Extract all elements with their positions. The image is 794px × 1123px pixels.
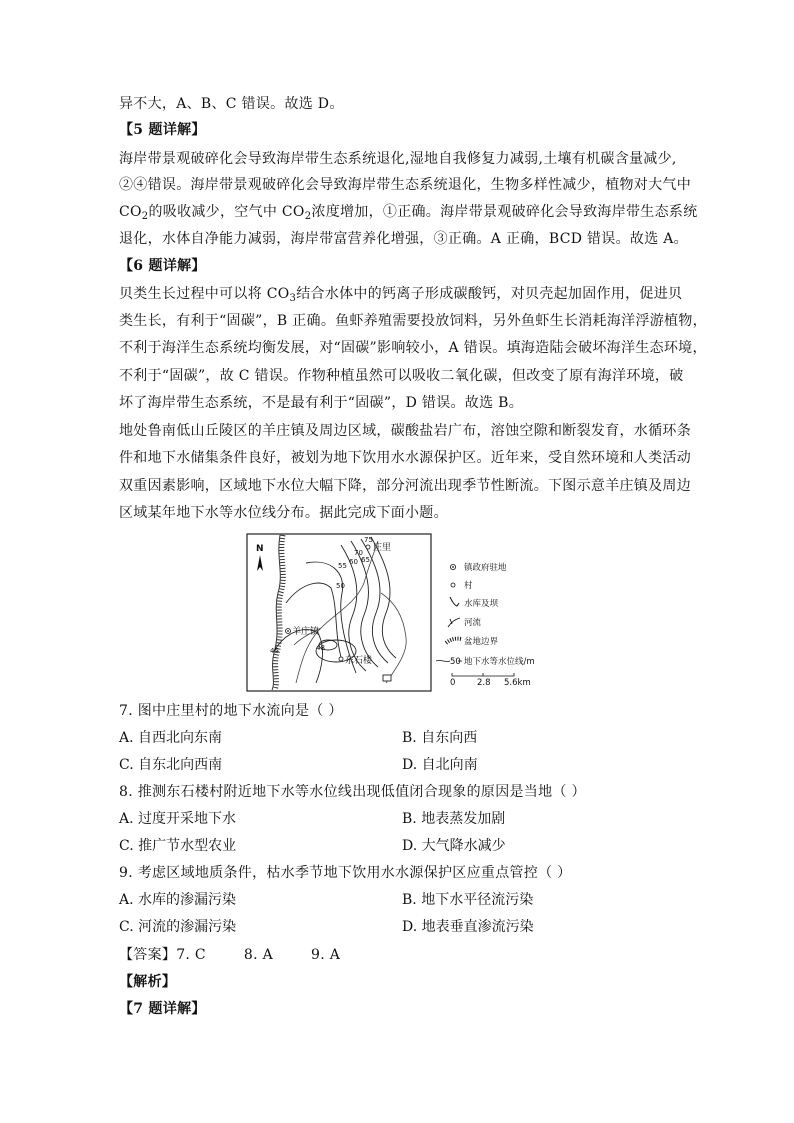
analysis-heading: 【解析】 — [119, 974, 177, 990]
material-line: 区域某年地下水等水位线分布。据此完成下面小题。 — [119, 505, 448, 521]
map-legend — [436, 562, 535, 688]
paragraph-line: 坏了海岸带生态系统，不是最有利于“固碳”，D 错误。故选 B。 — [119, 395, 524, 411]
paragraph-line: ②④错误。海岸带景观破碎化会导致海岸带生态系统退化，生物多样性减少，植物对大气中 — [119, 177, 691, 193]
answer-line: 【答案】7. C 8. A 9. A — [119, 947, 341, 963]
material-line: 双重因素影响，区域地下水位大幅下降，部分河流出现季节性断流。下图示意羊庄镇及周边 — [119, 478, 691, 494]
section-heading-q5: 【5 题详解】 — [119, 122, 206, 138]
q9-option-b: B. 地下水平径流污染 — [402, 892, 534, 908]
paragraph-line: 海岸带景观破碎化会导致海岸带生态系统退化,湿地自我修复力减弱,土壤有机碳含量减少, — [119, 151, 677, 167]
contour-label: 55 — [338, 562, 347, 570]
village-icon — [451, 583, 455, 587]
place-dongshilou: 东石楼 — [345, 656, 373, 666]
material-line: 件和地下水储集条件良好，被划为地下饮用水水源保护区。近年来，受自然环境和人类活动 — [119, 450, 691, 466]
north-label: N — [256, 544, 264, 554]
q7-option-a: A. 自西北向东南 — [119, 730, 223, 746]
legend-basin: 盆地边界 — [464, 637, 499, 647]
material-line: 地处鲁南低山丘陵区的羊庄镇及周边区域，碳酸盐岩广布，溶蚀空隙和断裂发育，水循环条 — [119, 423, 691, 439]
legend-village: 村 — [464, 581, 473, 591]
q8-option-d: D. 大气降水减少 — [402, 838, 506, 854]
q9-option-a: A. 水库的渗漏污染 — [119, 892, 237, 908]
subscript: 2 — [141, 211, 149, 222]
contour-label: 50 — [336, 582, 345, 590]
text-run: 结合水体中的钙离子形成碳酸钙，对贝壳起加固作用，促进贝 — [296, 286, 683, 302]
scale-0: 0 — [450, 678, 456, 688]
place-zhuangli: 庄里 — [373, 543, 392, 553]
legend-river: 河流 — [464, 618, 482, 628]
q8-option-c: C. 推广节水型农业 — [119, 838, 237, 854]
section-heading-q6: 【6 题详解】 — [119, 258, 206, 274]
question-9-stem: 9. 考虑区域地质条件，枯水季节地下饮用水水源保护区应重点管控（ ） — [119, 865, 572, 881]
q7-option-d: D. 自北向南 — [402, 757, 478, 773]
place-yangzhuang: 羊庄镇 — [292, 627, 320, 637]
river-icon — [448, 618, 460, 627]
contour-label: 45 — [270, 647, 279, 655]
reservoir-icon — [450, 597, 459, 606]
scale-bar — [452, 673, 514, 676]
section-heading-q7: 【7 题详解】 — [119, 1001, 206, 1017]
basin-icon — [446, 639, 461, 643]
q8-option-b: B. 地表蒸发加剧 — [402, 811, 506, 827]
paragraph-line: 异不大，A、B、C 错误。故选 D。 — [119, 96, 344, 112]
village-marker — [366, 545, 370, 549]
paragraph-line — [119, 202, 698, 227]
contour-label: 48 — [316, 644, 325, 652]
q7-option-c: C. 自东北向西南 — [119, 757, 223, 773]
paragraph-line: 退化，水体自净能力减弱，海岸带富营养化增强，③正确。A 正确，BCD 错误。故选 A。 — [119, 231, 688, 247]
paragraph-line — [119, 284, 683, 309]
question-7-stem: 7. 图中庄里村的地下水流向是（ ） — [119, 703, 343, 719]
reservoir — [383, 675, 391, 681]
legend-town: 镇政府驻地 — [464, 563, 507, 573]
contour-icon — [436, 660, 450, 661]
q8-option-a: A. 过度开采地下水 — [119, 811, 237, 827]
co2-text: CO — [119, 204, 142, 220]
question-8-stem: 8. 推测东石楼村附近地下水等水位线出现低值闭合现象的原因是当地（ ） — [119, 784, 586, 800]
legend-contour-value: 50 — [450, 657, 461, 667]
q7-option-b: B. 自东向西 — [402, 730, 478, 746]
text-run: 的吸收减少，空气中 CO — [148, 204, 305, 220]
paragraph-line: 不利于海洋生态系统均衡发展，对“固碳”影响较小，A 错误。填海造陆会破坏海洋生态环境， — [119, 340, 707, 356]
paragraph-line: 不利于“固碳”，故 C 错误。作物种植虽然可以吸收二氧化碳，但改变了原有海洋环境，破 — [119, 368, 684, 384]
town-marker-dot — [287, 630, 289, 632]
contour-label: 70 — [354, 549, 363, 557]
subscript: 2 — [304, 211, 312, 222]
text-run: 贝类生长过程中可以将 CO — [119, 286, 290, 302]
subscript: 3 — [289, 293, 297, 304]
contour-label: 65 — [361, 556, 370, 564]
contour-label: 75 — [364, 536, 373, 544]
paragraph-line: 类生长，有利于“固碳”，B 正确。鱼虾养殖需要投放饲料，另外鱼虾生长消耗海洋浮游植物， — [119, 313, 707, 329]
q9-option-c: C. 河流的渗漏污染 — [119, 919, 237, 935]
scale-mid: 2.8 — [477, 678, 491, 688]
legend-reservoir: 水库及坝 — [464, 599, 499, 609]
q9-option-d: D. 地表垂直渗流污染 — [402, 919, 534, 935]
text-run: 浓度增加，①正确。海岸带景观破碎化会导致海岸带生态系统 — [311, 204, 698, 220]
village-marker — [339, 657, 343, 661]
groundwater-contour-map — [246, 533, 544, 693]
contour-label: 60 — [349, 558, 358, 566]
town-icon-dot — [452, 566, 454, 568]
legend-contour: 地下水等水位线/m — [464, 657, 535, 667]
scale-end: 5.6km — [504, 678, 531, 688]
